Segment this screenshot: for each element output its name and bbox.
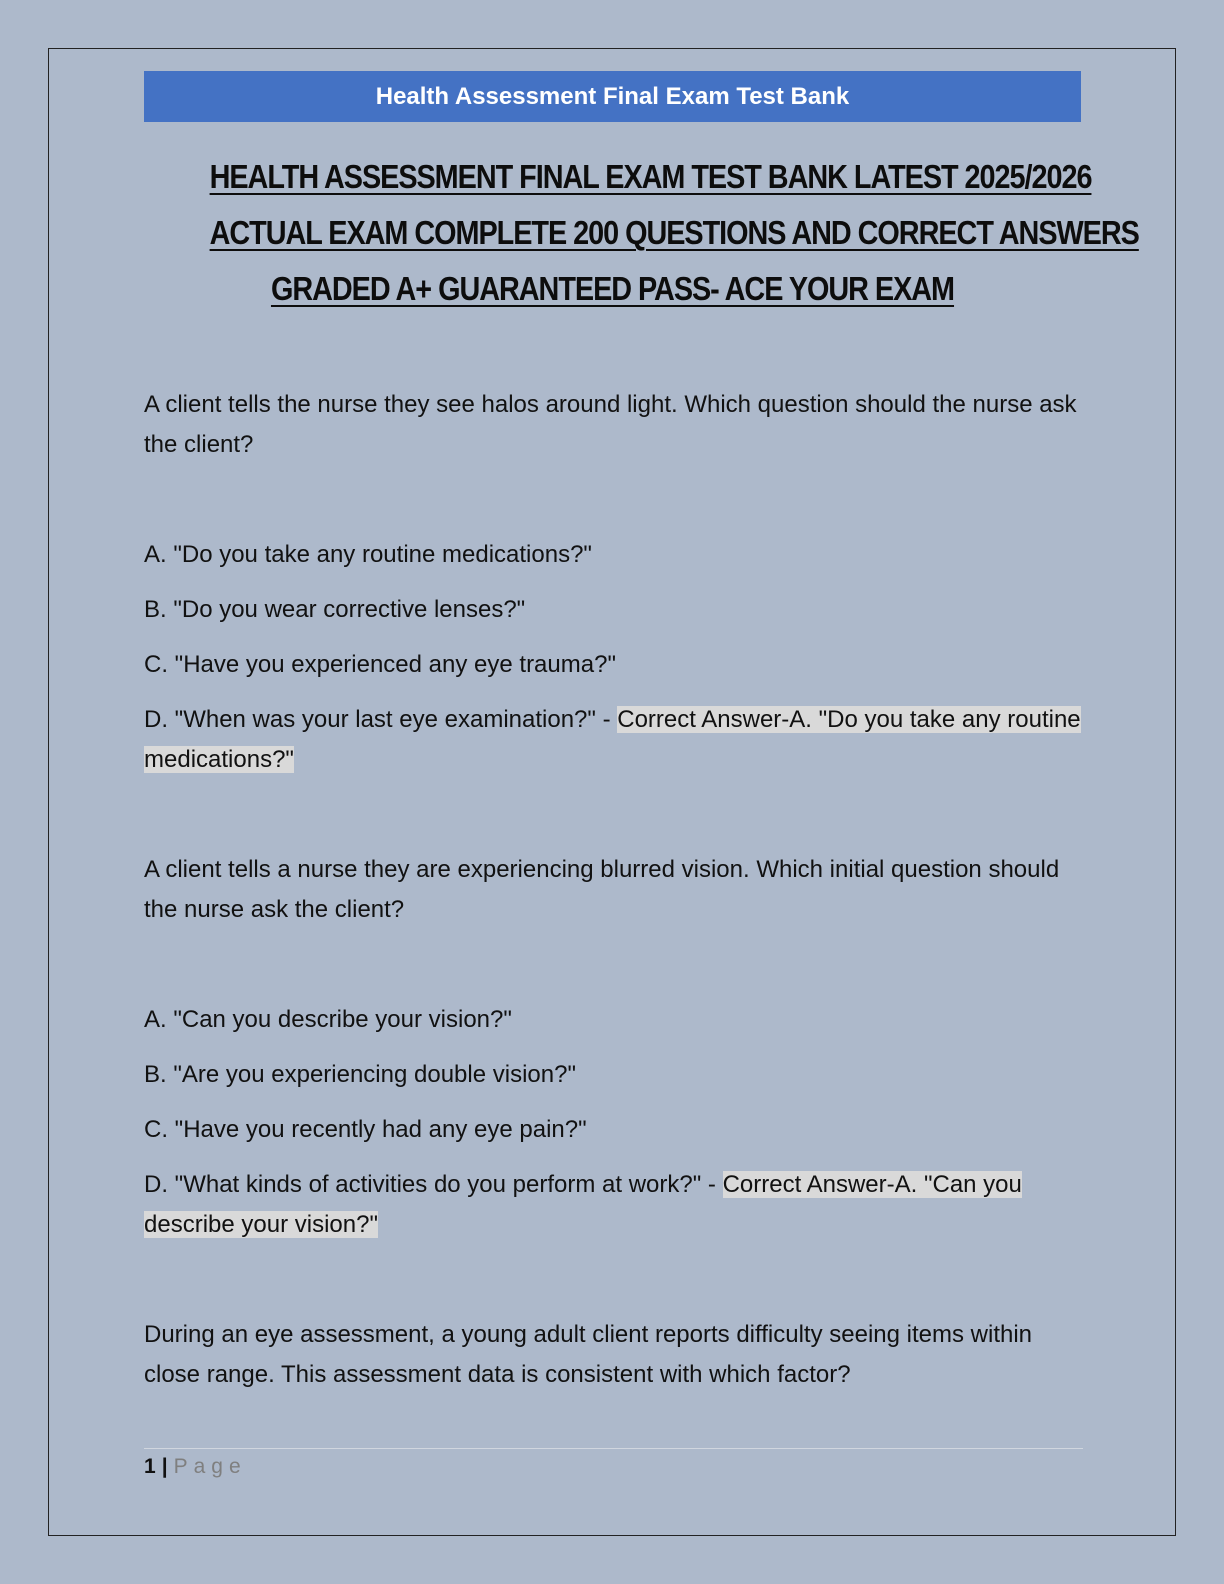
question-block xyxy=(144,850,1084,1245)
option-d-text: D. "What kinds of activities do you perform at work?" - xyxy=(144,1171,723,1198)
page-footer xyxy=(144,1455,247,1479)
option-d xyxy=(144,1165,1084,1245)
page-label: Page xyxy=(173,1455,247,1478)
header-banner-text: Health Assessment Final Exam Test Bank xyxy=(375,82,850,110)
question-text: A client tells the nurse they see halos around light. Which question should the nurse ask the client? xyxy=(144,391,1077,458)
option-b: B. "Do you wear corrective lenses?" xyxy=(144,596,526,623)
option-c: C. "Have you recently had any eye pain?" xyxy=(144,1116,587,1143)
page-separator: | xyxy=(161,1455,168,1478)
title-line: HEALTH ASSESSMENT FINAL EXAM TEST BANK LATEST 2025/2026 xyxy=(209,159,1092,196)
question-block xyxy=(144,385,1084,780)
option-b: B. "Are you experiencing double vision?" xyxy=(144,1061,576,1088)
footer-divider xyxy=(144,1448,1083,1449)
header-banner xyxy=(144,71,1081,122)
page-number: 1 xyxy=(144,1455,156,1478)
answer-options xyxy=(144,1000,1084,1245)
question-text: A client tells a nurse they are experiencing blurred vision. Which initial question should the nurse ask the client? xyxy=(144,856,1060,923)
option-a: A. "Do you take any routine medications?" xyxy=(144,541,592,568)
answer-options xyxy=(144,535,1084,780)
option-d-text: D. "When was your last eye examination?" - xyxy=(144,706,618,733)
question-block xyxy=(144,1315,1084,1395)
question-text: During an eye assessment, a young adult client reports difficulty seeing items within close range. This assessment data is consistent with which factor? xyxy=(144,1321,1033,1388)
option-d xyxy=(144,700,1084,780)
correct-answer: Correct Answer-A. "Can you describe your vision?" xyxy=(144,1171,1022,1238)
document-title xyxy=(209,150,1139,318)
questions-content xyxy=(144,385,1084,1465)
option-a: A. "Can you describe your vision?" xyxy=(144,1006,512,1033)
title-line: GRADED A+ GUARANTEED PASS- ACE YOUR EXAM xyxy=(270,271,955,308)
title-line: ACTUAL EXAM COMPLETE 200 QUESTIONS AND CORRECT ANSWERS xyxy=(209,215,1139,252)
correct-answer: Correct Answer-A. "Do you take any routine medications?" xyxy=(144,706,1081,773)
option-c: C. "Have you experienced any eye trauma?" xyxy=(144,651,616,678)
